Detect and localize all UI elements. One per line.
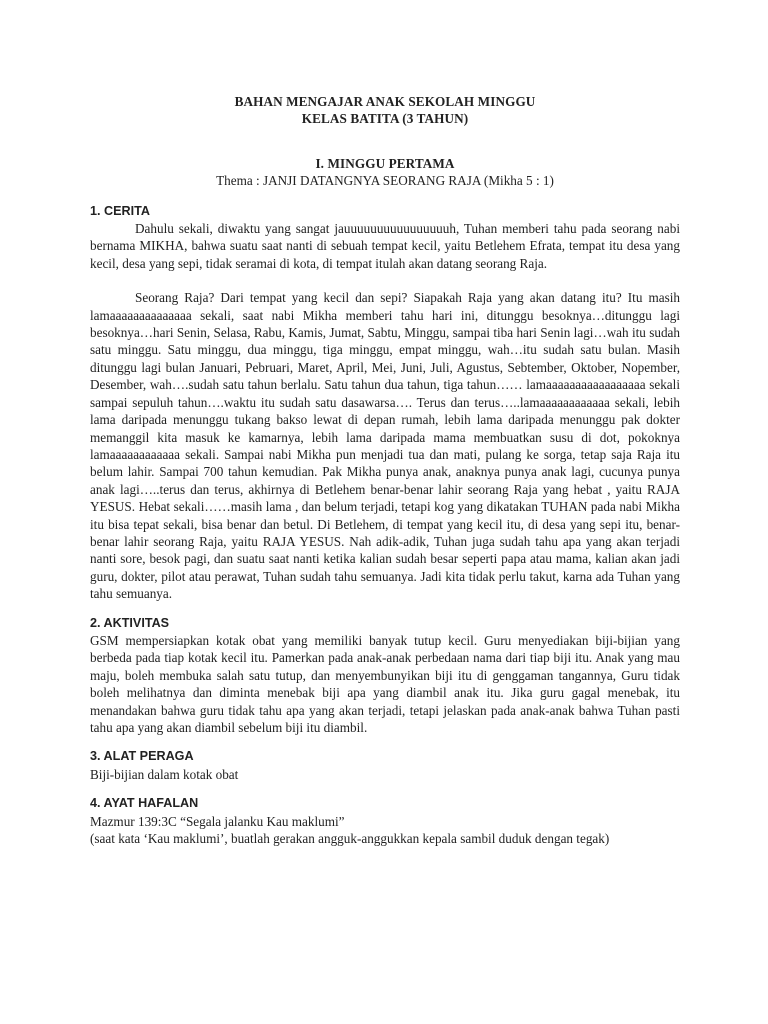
cerita-paragraph-1: Dahulu sekali, diwaktu yang sangat jauuuuuuuuuuuuuuuuh, Tuhan memberi tahu pada seorang nabi bernama MIKHA, bahwa suatu saat nanti di sebuah tempat kecil, yaitu Betlehem Efrata, tempat itu desa yang kecil, desa yang sepi, tidak seramai di kota, di tempat itulah akan datang seorang Raja. xyxy=(90,221,680,271)
document-page xyxy=(90,93,680,847)
week-title: I. MINGGU PERTAMA xyxy=(315,155,455,171)
section-heading-ayat-hafalan: 4. AYAT HAFALAN xyxy=(90,796,199,811)
ayat-hafalan-verse: Mazmur 139:3C “Segala jalanku Kau maklumi” xyxy=(90,813,345,829)
cerita-paragraph-2: Seorang Raja? Dari tempat yang kecil dan sepi? Siapakah Raja yang akan datang itu? Itu masih lamaaaaaaaaaaaaaa sekali, saat nabi Mikha memberi tahu hari ini, ditunggu besoknya…ditunggu lagi besoknya…hari Senin, Selasa, Rabu, Kamis, Jumat, Sabtu, Minggu, sampai tiba hari Senin lagi…wah itu sudah satu minggu. Satu minggu, dua minggu, tiga minggu, empat minggu, wah…itu sudah satu bulan. Masih ditunggu lagi bulan Januari, Pebruari, Maret, April, Mei, Juni, Juli, Agustus, Sebtember, Oktober, Nopember, Desember, wah….sudah satu tahun berlalu. Satu tahun dua tahun, tiga tahun…… lamaaaaaaaaaaaaaaaaa sekali sampai sepuluh tahun….waktu itu sudah satu dasawarsa…. Terus dan terus…..lamaaaaaaaaaaaa sekali, lebih lama daripada menunggu tukang bakso lewat di depan rumah, lebih lama daripada menunggu pak dokter memanggil kita masuk ke kamarnya, lebih lama daripada mama membuatkan susu di dot, pokoknya lamaaaaaaaaaaaa sekali. Sampai nabi Mikha pun menjadi tua dan mati, pulang ke sorga, tetap saja Raja itu belum lahir. Sampai 700 tahun kemudian. Pak Mikha punya anak, anaknya punya anak lagi, cucunya punya anak lagi…..terus dan terus, akhirnya di Betlehem benar-benar lahir seorang Raja yang hebat , yaitu RAJA YESUS. Hebat sekali……masih lama , dan belum terjadi, tetapi kog yang dikatakan TUHAN pada nabi Mikha itu bisa tepat sekali, bisa benar dan betul. Di Betlehem, di tempat yang kecil itu, di desa yang sepi itu, benar-benar lahir seorang Raja, yaitu RAJA YESUS. Nah adik-adik, Tuhan juga sudah tahu apa yang akan terjadi nanti sore, besok pagi, dan suatu saat nanti ketika kalian sudah besar seperti papa atau mama, kalian akan jadi guru, dokter, pilot atau perawat, Tuhan sudah tahu semuanya. Jadi kita tidak perlu takut, karna ada Tuhan yang tahu semuanya. xyxy=(90,290,680,602)
aktivitas-paragraph: GSM mempersiapkan kotak obat yang memiliki banyak tutup kecil. Guru menyediakan biji-bijian yang berbeda pada tiap kotak kecil itu. Pamerkan pada anak-anak perbedaan nama dari tiap biji itu. Anak yang mau maju, boleh membuka salah satu tutup, dan menyembunyikan biji itu di genggaman tangannya, Guru tidak boleh melihatnya dan diminta menebak biji apa yang diambil anak itu. Jika guru gagal menebak, itu menandakan bahwa guru tidak tahu apa yang akan terjadi, tetapi jelaskan pada anak-anak bahwa Tuhan pasti tahu apa yang akan diambil sebelum biji itu diambil. xyxy=(90,632,680,735)
ayat-hafalan-note: (saat kata ‘Kau maklumi’, buatlah gerakan angguk-anggukkan kepala sambil duduk dengan tegak) xyxy=(90,831,610,847)
section-heading-alat-peraga: 3. ALAT PERAGA xyxy=(90,749,194,764)
section-heading-cerita: 1. CERITA xyxy=(90,203,150,218)
document-title-line2: KELAS BATITA (3 TAHUN) xyxy=(301,111,469,127)
week-theme: Thema : JANJI DATANGNYA SEORANG RAJA (Mikha 5 : 1) xyxy=(216,173,554,189)
section-heading-aktivitas: 2. AKTIVITAS xyxy=(90,615,170,630)
alat-peraga-text: Biji-bijian dalam kotak obat xyxy=(90,766,239,782)
title-spacer xyxy=(90,128,680,155)
document-title-line1: BAHAN MENGAJAR ANAK SEKOLAH MINGGU xyxy=(234,94,536,109)
